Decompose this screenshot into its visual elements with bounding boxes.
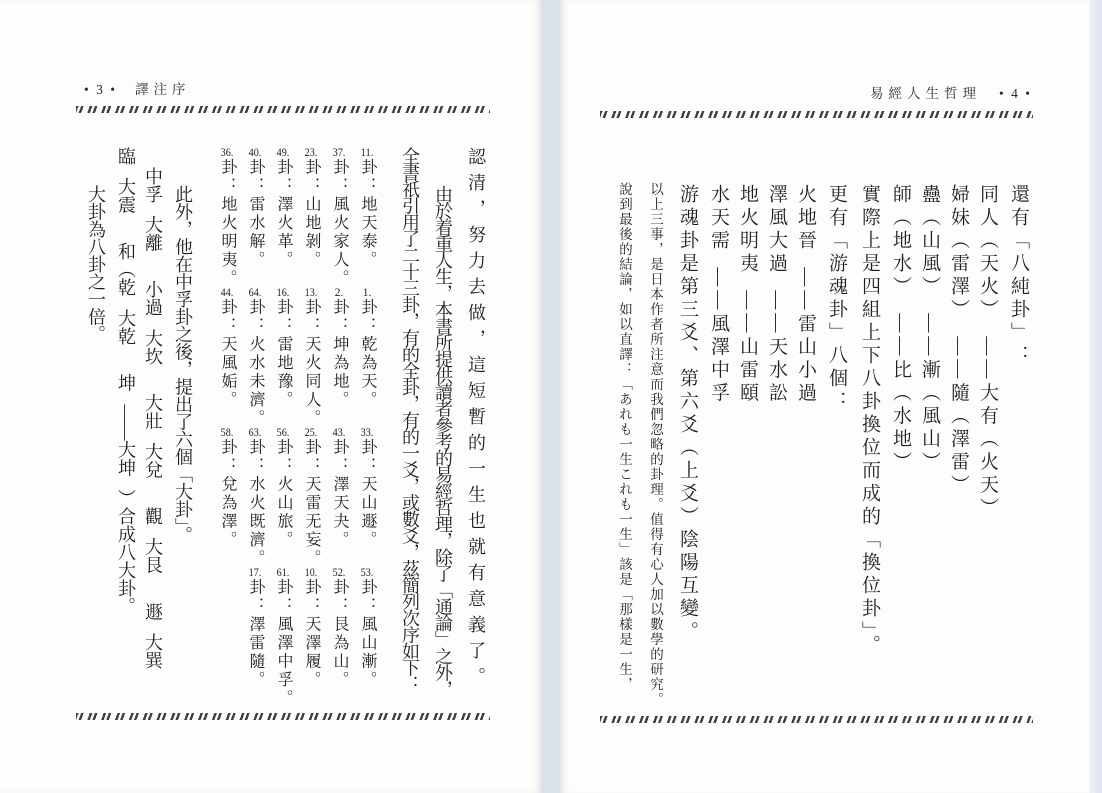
hexagram-symbol (983, 525, 999, 532)
left-page-header (84, 78, 190, 98)
hexagram-symbol (954, 502, 970, 509)
book-gutter (541, 0, 560, 793)
hexagram-entry: 63.卦：水火既濟。 (247, 427, 264, 568)
paragraph: 游魂卦是第三爻、第六爻（上爻）陰陽互變。 (677, 184, 698, 645)
text-run: 大兌 (143, 442, 163, 479)
hexagram-entry: 64.卦：火水未濟。 (247, 287, 264, 428)
hexagram-entry: 1.卦：乾為天。 (359, 287, 376, 410)
hexagram-number: 61. (276, 567, 290, 579)
hexagram-number: 13. (304, 287, 318, 299)
paragraph: 還有「八純卦」： (1008, 184, 1029, 369)
hexagram-number: 49. (276, 147, 290, 159)
hexagram-symbol (896, 303, 912, 310)
paragraph: 說到最後的結論，如以直譯：「あれも一生これも一生」該是「那樣是一生， (617, 182, 632, 693)
hexagram-symbol (714, 410, 730, 417)
text-run: 比（水地） (890, 359, 911, 475)
hexagram-entry: 52.卦：艮為山。 (331, 567, 348, 690)
text-run: ——大坤 (116, 404, 136, 477)
paragraph: 大卦為八卦之一倍。 (86, 184, 106, 343)
text-run: 大震 (116, 177, 136, 214)
hexagram-line (886, 150, 915, 713)
page-number: • 3 • (84, 82, 117, 97)
hexagram-symbol (801, 257, 817, 264)
left-page-text (56, 147, 492, 710)
text-run: 大離 (143, 215, 163, 252)
text-run: 大坎 (143, 328, 163, 365)
hexagram-number: 16. (276, 287, 290, 299)
paragraph: 以上三事，是日本作者所注意而我們忽略的卦理。值得有心人加以數學的研究。 (648, 182, 663, 708)
hexagram-number: 53. (360, 567, 374, 579)
hexagram-number: 37. (332, 147, 346, 159)
hexagram-entry: 2.卦：坤為地。 (331, 287, 348, 410)
hexagram-line (791, 150, 820, 713)
hexagram-entry: 56.卦：火山旅。 (275, 427, 292, 550)
hexagram-number: 58. (220, 427, 234, 439)
trigram-symbol (150, 255, 164, 261)
trigram-symbol (123, 218, 137, 224)
paragraph: 此外，他在中孚卦之後，提出了六個「大卦」。 (173, 184, 193, 544)
ornamental-border-icon (76, 713, 490, 720)
right-page-header (870, 82, 1032, 102)
paragraph: 認清，努力去做，這短暫的一生也就有意義了。 (466, 147, 486, 693)
hexagram-symbol (150, 529, 164, 535)
hexagram-entry: 13.卦：天火同人。 (303, 287, 320, 428)
ornamental-border-icon (600, 716, 1033, 723)
hexagram-number: 52. (332, 567, 346, 579)
page-number: • 4 • (999, 86, 1032, 101)
hexagram-entry: 43.卦：澤天夬。 (331, 427, 348, 550)
ornamental-border-icon (76, 106, 490, 113)
trigram-symbol (150, 369, 164, 375)
hexagram-number: 44. (220, 287, 234, 299)
text-run: —— (708, 267, 729, 314)
hexagram-symbol (954, 326, 970, 333)
paragraph: 更有「游魂卦」八個： (826, 184, 847, 415)
paragraph: 實際上是四組上下八卦換位而成的「換位卦」。 (859, 184, 880, 658)
text-run: —— (977, 336, 998, 383)
hexagram-entry: 40.卦：雷水解。 (247, 147, 264, 270)
text-run: 水天需 (708, 184, 729, 254)
hexagram-entry: 49.卦：澤火革。 (275, 147, 292, 270)
paragraph: 由於着重人生，本書所提供讀者參考的易經哲理，除了「通論」之外，全書祇引用了二十三卦，有的全卦，有的一爻，或數爻，茲簡列次序如下： (400, 147, 453, 697)
text-run: 大艮 (143, 537, 163, 574)
text-run: 同人（天火） (977, 184, 998, 323)
hexagram-symbol (123, 396, 137, 402)
hexagram-entry: 11.卦：地天泰。 (359, 147, 376, 270)
hexagram-entry: 58.卦：兌為澤。 (219, 427, 236, 550)
trigram-symbol (150, 578, 164, 584)
hexagram-line (762, 150, 791, 713)
hexagram-line (944, 150, 973, 713)
hexagram-line (733, 150, 762, 713)
hexagram-number: 64. (248, 287, 262, 299)
hexagram-entry: 33.卦：天山遯。 (359, 427, 376, 550)
hexagram-line (973, 150, 1002, 713)
trigram-symbol (150, 482, 164, 488)
trigram-symbol (150, 673, 164, 679)
hexagram-symbol (896, 479, 912, 486)
hexagram-symbol (123, 169, 137, 175)
right-page (560, 0, 1089, 793)
hexagram-entry: 10.卦：天澤履。 (303, 567, 320, 690)
text-run: 小過 (143, 280, 163, 317)
hexagram-entry: 53.卦：風山漸。 (359, 567, 376, 690)
text-run: 遯 (143, 602, 163, 621)
text-run: 中孚 (143, 166, 163, 203)
hexagram-number: 36. (220, 147, 234, 159)
hexagram-symbol (772, 280, 788, 287)
text-run: 大巽 (143, 632, 163, 669)
text-run: 大乾 (116, 309, 136, 346)
hexagram-line (704, 150, 733, 713)
running-title: 易經人生哲理 (870, 86, 982, 101)
hexagram-number: 2. (334, 287, 344, 299)
running-title: 譯注序 (134, 82, 191, 97)
hexagram-entry: 37.卦：風火家人。 (331, 147, 348, 288)
hexagram-symbol (801, 410, 817, 417)
hexagram-symbol (150, 624, 164, 630)
hexagram-number: 63. (248, 427, 262, 439)
book-edge (1089, 0, 1102, 793)
hexagram-symbol (925, 479, 941, 486)
text-run: 風澤中孚 (708, 313, 729, 406)
hexagram-line (112, 147, 166, 710)
hexagram-symbol (714, 257, 730, 264)
text-run: 山雷頤 (737, 336, 758, 406)
text-run: 坤 (116, 373, 136, 392)
text-run: 隨（澤雷） (948, 382, 969, 498)
hexagram-symbol (150, 320, 164, 326)
hexagram-number: 1. (362, 287, 372, 299)
text-run: ）合成八大卦。 (116, 489, 136, 616)
hexagram-symbol (743, 410, 759, 417)
text-run: 師（地水） (890, 184, 911, 300)
hexagram-number: 10. (304, 567, 318, 579)
hexagram-number: 17. (248, 567, 262, 579)
text-run: —— (795, 267, 816, 314)
hexagram-symbol (925, 303, 941, 310)
hexagram-symbol (743, 280, 759, 287)
text-run: —— (948, 336, 969, 383)
hexagram-symbol (123, 300, 137, 306)
hexagram-entry: 23.卦：山地剝。 (303, 147, 320, 270)
text-run: 漸（風山） (919, 359, 940, 475)
text-run: —— (766, 290, 787, 337)
hexagram-symbol (772, 410, 788, 417)
text-run: 火地晉 (795, 184, 816, 254)
hexagram-number: 43. (332, 427, 346, 439)
hexagram-number: 40. (248, 147, 262, 159)
hexagram-entry: 44.卦：天風姤。 (219, 287, 236, 410)
ornamental-border-icon (600, 111, 1033, 118)
text-run: 地火明夷 (737, 184, 758, 277)
text-run: 澤風大過 (766, 184, 787, 277)
text-run: 雷山小過 (795, 313, 816, 406)
text-run: 大壯 (143, 393, 163, 430)
text-run: 和（乾 (116, 242, 136, 297)
text-run: 觀 (143, 506, 163, 525)
hexagram-number: 23. (304, 147, 318, 159)
hexagram-number: 56. (276, 427, 290, 439)
hexagram-number: 33. (360, 427, 374, 439)
text-run: —— (919, 313, 940, 360)
hexagram-symbol (150, 207, 164, 213)
hexagram-number: 25. (304, 427, 318, 439)
right-page-text (605, 150, 1035, 713)
text-run: 臨 (116, 147, 136, 165)
left-page (0, 0, 541, 793)
text-run: 大有（火天） (977, 382, 998, 521)
hexagram-entry: 16.卦：雷地豫。 (275, 287, 292, 410)
hexagram-entry: 36.卦：地火明夷。 (219, 147, 236, 288)
hexagram-entry: 25.卦：天雷无妄。 (303, 427, 320, 568)
hexagram-entry: 61.卦：風澤中孚。 (275, 567, 292, 708)
text-run: 蠱（山風） (919, 184, 940, 300)
hexagram-index-table (205, 147, 381, 710)
text-run: 婦妹（雷澤） (948, 184, 969, 323)
trigram-symbol (123, 349, 137, 355)
text-run: —— (890, 313, 911, 360)
text-run: —— (737, 290, 758, 337)
hexagram-entry: 17.卦：澤雷隨。 (247, 567, 264, 690)
hexagram-number: 11. (360, 147, 374, 159)
trigram-symbol (123, 480, 137, 486)
text-run: 天水訟 (766, 336, 787, 406)
hexagram-symbol (150, 434, 164, 440)
hexagram-line (915, 150, 944, 713)
hexagram-symbol (983, 326, 999, 333)
